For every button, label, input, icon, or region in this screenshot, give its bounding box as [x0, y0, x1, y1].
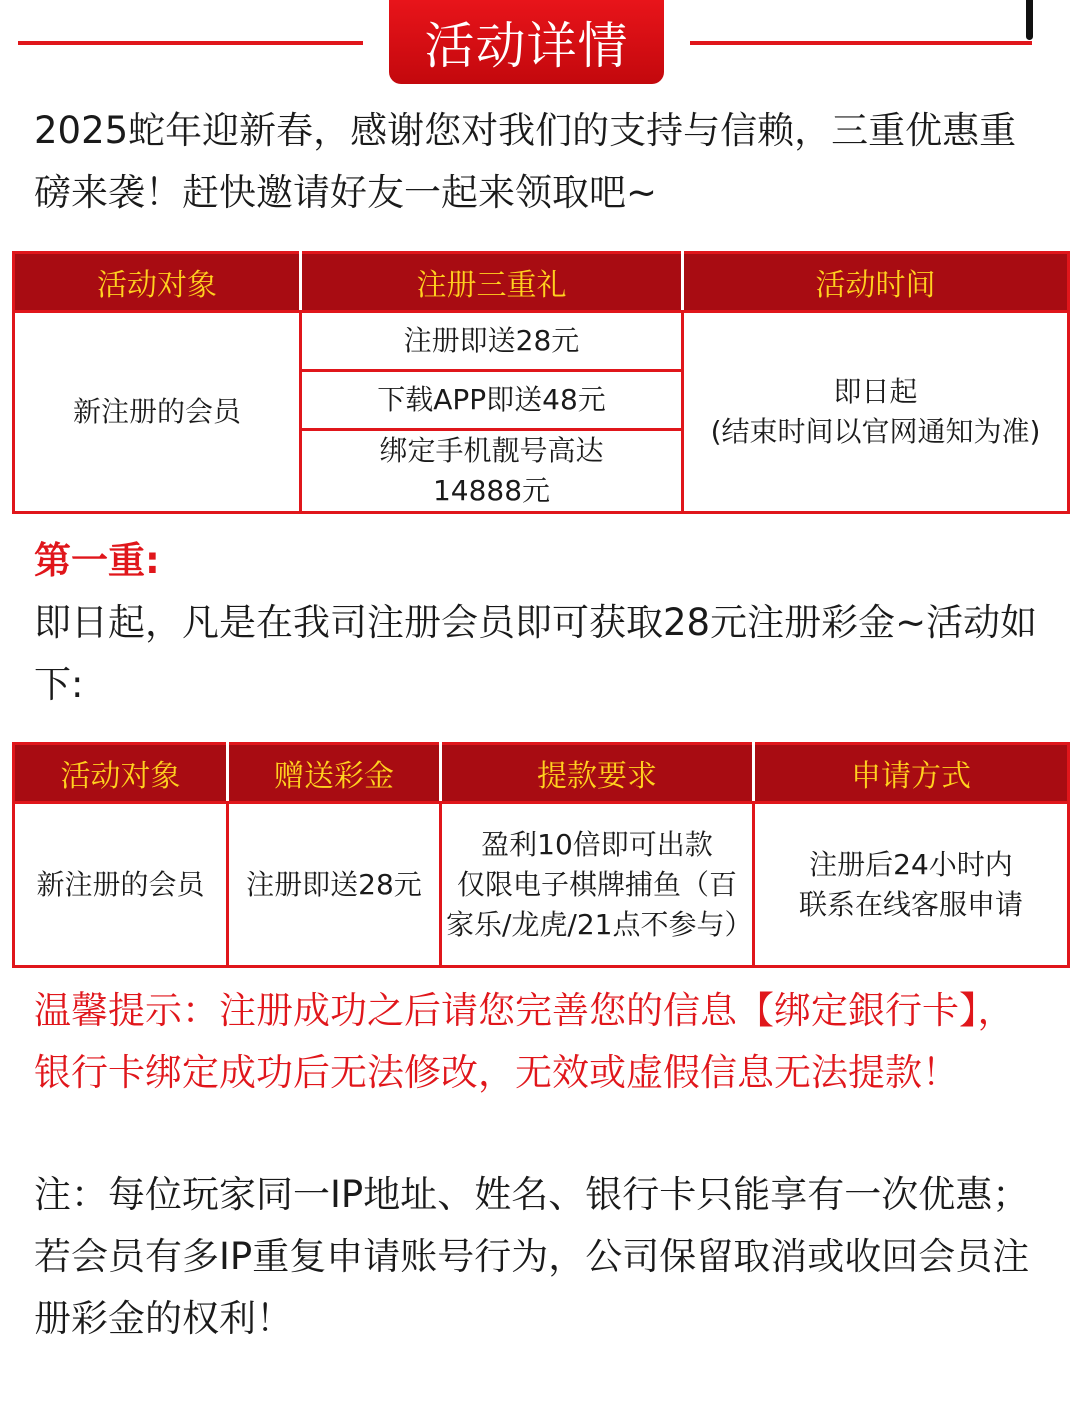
header-target: 活动对象 [14, 744, 228, 803]
gift-table-header [14, 253, 1069, 312]
corner-mark [1026, 0, 1033, 40]
intro-text: 2025蛇年迎新春，感谢您对我们的支持与信赖，三重优惠重磅来袭！赶快邀请好友一起来领取吧~ [34, 109, 1017, 214]
withdraw-condition: 盈利10倍即可出款 [481, 827, 713, 861]
section-heading: 第一重: [34, 539, 160, 582]
time-end-note: (结束时间以官网通知为准) [710, 415, 1041, 448]
target-cell: 新注册的会员 [14, 803, 228, 967]
header-gifts: 注册三重礼 [301, 253, 683, 312]
apply-window: 注册后24小时内 [809, 847, 1013, 881]
header-divider-left [18, 41, 363, 45]
header-apply: 申请方式 [754, 744, 1069, 803]
gift-cell: 绑定手机靓号高达14888元 [301, 430, 683, 513]
header-withdraw: 提款要求 [441, 744, 754, 803]
gift-cell: 注册即送28元 [301, 312, 683, 371]
time-start: 即日起 [833, 375, 918, 408]
page-header [0, 0, 1079, 90]
gift-cell: 下载APP即送48元 [301, 371, 683, 430]
apply-cell [754, 803, 1069, 967]
gift-table [12, 251, 1070, 514]
page-title: 活动详情 [389, 0, 664, 84]
target-cell: 新注册的会员 [14, 312, 301, 513]
header-target: 活动对象 [14, 253, 301, 312]
withdraw-cell [441, 803, 754, 967]
bonus-table [12, 742, 1070, 968]
header-divider-right [690, 41, 1032, 45]
header-time: 活动时间 [683, 253, 1069, 312]
warm-tip: 温馨提示：注册成功之后请您完善您的信息【绑定銀行卡】，银行卡绑定成功后无法修改，无效或虚假信息无法提款！ [34, 989, 1015, 1094]
time-cell [683, 312, 1069, 513]
table-row [14, 312, 1069, 371]
rules-note: 注：每位玩家同一IP地址、姓名、银行卡只能享有一次优惠；若会员有多IP重复申请账号行为，公司保留取消或收回会员注册彩金的权利！ [34, 1173, 1030, 1340]
bonus-table-header [14, 744, 1069, 803]
withdraw-games-note: 仅限电子棋牌捕鱼（百家乐/龙虎/21点不参与） [446, 867, 753, 941]
header-bonus: 赠送彩金 [228, 744, 441, 803]
table-row [14, 803, 1069, 967]
apply-method: 联系在线客服申请 [798, 887, 1023, 921]
bonus-cell: 注册即送28元 [228, 803, 441, 967]
section-text: 即日起，凡是在我司注册会员即可获取28元注册彩金~活动如下: [34, 601, 1038, 706]
